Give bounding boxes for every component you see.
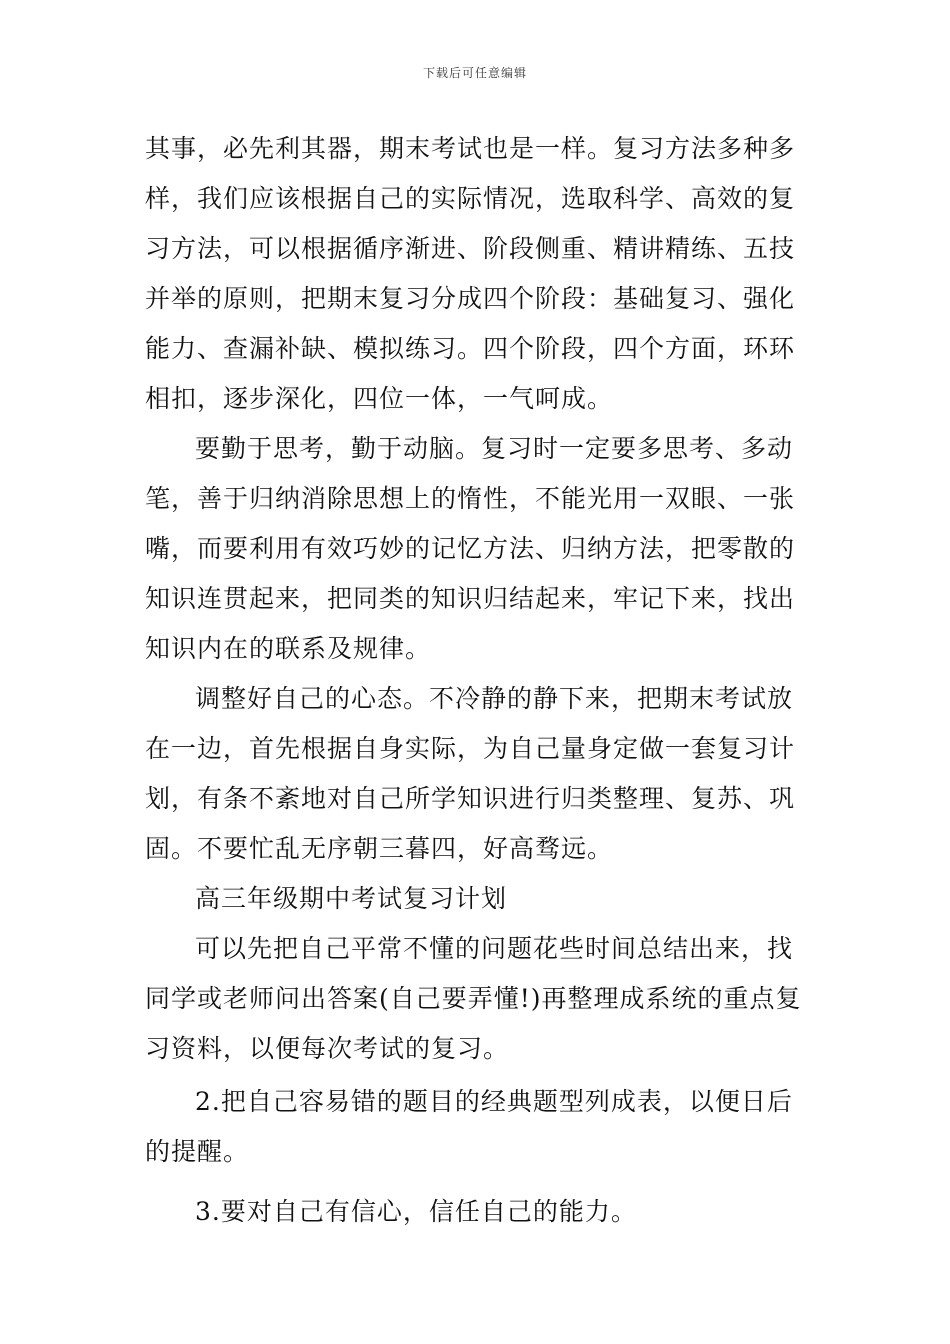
- document-body: [145, 124, 805, 1237]
- paragraph-6: [145, 1077, 805, 1177]
- paragraph-5: [145, 924, 805, 1074]
- text-line: 嘴，而要利用有效巧妙的记忆方法、归纳方法，把零散的: [145, 534, 796, 563]
- text-line: 并举的原则，把期末复习分成四个阶段：基础复习、强化: [145, 284, 796, 313]
- page-header-note: 下载后可任意编辑: [422, 66, 527, 80]
- text-line: 知识内在的联系及规律。: [145, 634, 432, 663]
- text-line: 能力、查漏补缺、模拟练习。四个阶段，四个方面，环环: [145, 334, 796, 363]
- text-line: 习资料，以便每次考试的复习。: [145, 1034, 510, 1063]
- paragraph-1: [145, 124, 805, 424]
- text-line: 固。不要忙乱无序朝三暮四，好高骛远。: [145, 834, 614, 863]
- text-line: 3.要对自己有信心，信任自己的能力。: [195, 1197, 637, 1226]
- text-line: 同学或老师问出答案(自己要弄懂!)再整理成系统的重点复: [145, 984, 802, 1013]
- text-line: 相扣，逐步深化，四位一体，一气呵成。: [145, 384, 614, 413]
- text-line: 习方法，可以根据循序渐进、阶段侧重、精讲精练、五技: [145, 234, 796, 263]
- paragraph-7: [145, 1187, 805, 1237]
- paragraph-3: [145, 674, 805, 874]
- paragraph-2: [145, 424, 805, 674]
- text-line: 样，我们应该根据自己的实际情况，选取科学、高效的复: [145, 184, 796, 213]
- text-line: 可以先把自己平常不懂的问题花些时间总结出来，找: [195, 934, 794, 963]
- text-line: 在一边，首先根据自身实际，为自己量身定做一套复习计: [145, 734, 796, 763]
- heading-line: 高三年级期中考试复习计划: [195, 884, 508, 913]
- text-line: 划，有条不紊地对自己所学知识进行归类整理、复苏、巩: [145, 784, 796, 813]
- text-line: 调整好自己的心态。不冷静的静下来，把期末考试放: [195, 684, 794, 713]
- text-line: 其事，必先利其器，期末考试也是一样。复习方法多种多: [145, 134, 796, 163]
- text-line: 要勤于思考，勤于动脑。复习时一定要多思考、多动: [195, 434, 794, 463]
- text-line: 笔，善于归纳消除思想上的惰性，不能光用一双眼、一张: [145, 484, 796, 513]
- spacer: [145, 1177, 805, 1187]
- text-line: 知识连贯起来，把同类的知识归结起来，牢记下来，找出: [145, 584, 796, 613]
- section-heading: [145, 874, 805, 924]
- text-line: 2.把自己容易错的题目的经典题型列成表，以便日后: [195, 1087, 793, 1116]
- text-line: 的提醒。: [145, 1137, 250, 1166]
